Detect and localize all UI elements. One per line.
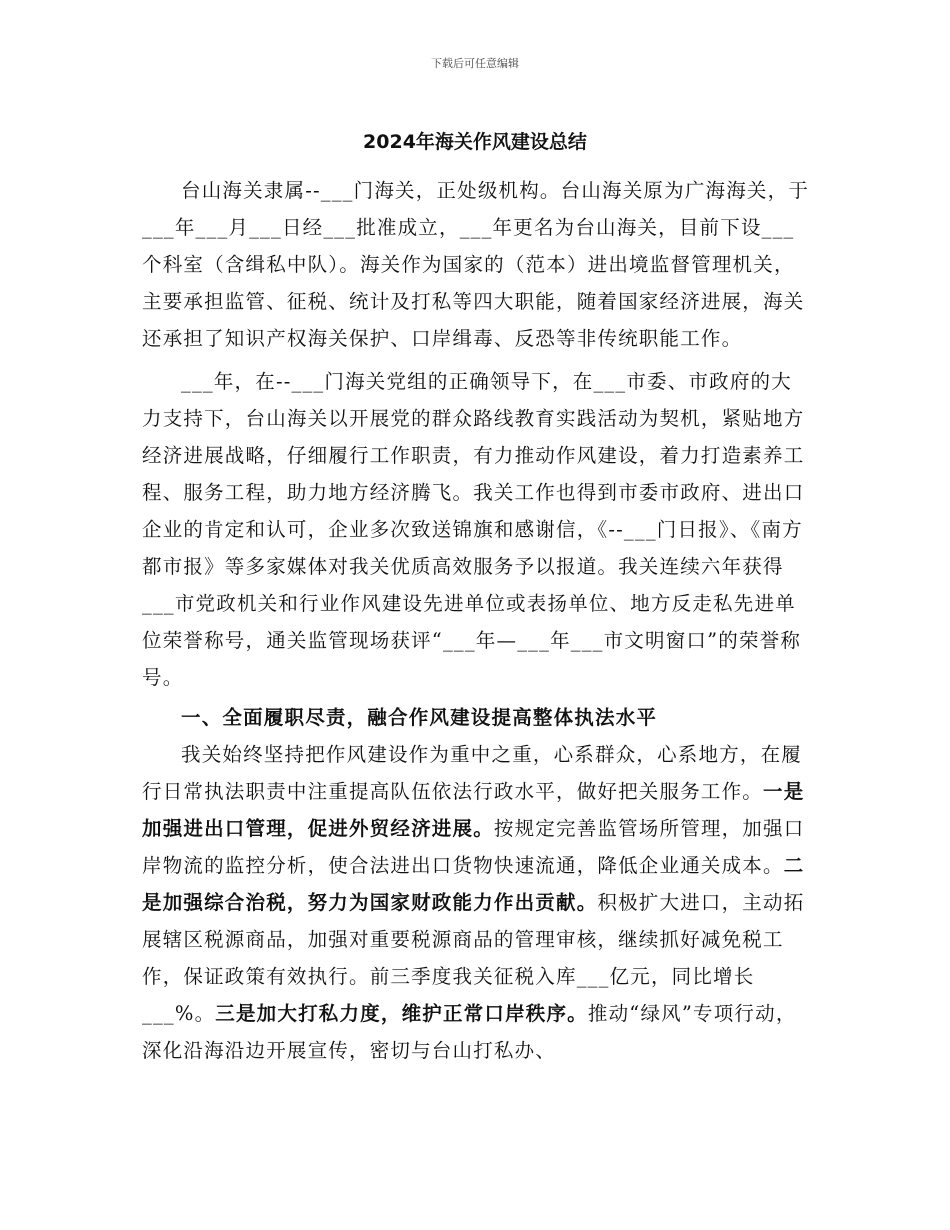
page-header-note: 下载后可任意编辑 xyxy=(431,57,519,70)
paragraph-section-body xyxy=(142,736,810,1069)
point-one-text: 按规定完善监管场所管理，加强口岸物流的监控分析，使合法进出口货物快速流通，降低企业通关成本。 xyxy=(142,817,805,877)
point-three-heading: 三是加大打私力度，维护正常口岸秩序。 xyxy=(215,1002,588,1025)
point-one-heading: 一是加强进出口管理，促进外贸经济进展。 xyxy=(142,780,805,840)
document-title: 2024年海关作风建设总结 xyxy=(363,131,587,153)
section-intro-text: 我关始终坚持把作风建设作为重中之重，心系群众，心系地方，在履行日常执法职责中注重提高队伍依法行政水平，做好把关服务工作。 xyxy=(142,743,803,803)
point-two-text: 积极扩大进口，主动拓展辖区税源商品，加强对重要税源商品的管理审核，继续抓好减免税工作，保证政策有效执行。前三季度我关征税入库___亿元，同比增长___%。 xyxy=(142,891,805,1025)
paragraph-intro: 台山海关隶属--___门海关，正处级机构。台山海关原为广海海关，于___年___月___日经___批准成立，___年更名为台山海关，目前下设___个科室（含缉私中队）。海关作为国家的（范本）进出境监督管理机关，主要承担监管、征税、统计及打私等四大职能，随着国家经济进展，海关还承担了知识产权海关保护、口岸缉毒、反恐等非传统职能工作。 xyxy=(142,179,810,350)
section-heading: 一、全面履职尽责，融合作风建设提高整体执法水平 xyxy=(181,706,658,729)
document-body xyxy=(142,172,810,1069)
paragraph-achievements: ___年，在--___门海关党组的正确领导下，在___市委、市政府的大力支持下，台山海关以开展党的群众路线教育实践活动为契机，紧贴地方经济进展战略，仔细履行工作职责，有力推动作风建设，着力打造素养工程、服务工程，助力地方经济腾飞。我关工作也得到市委市政府、进出口企业的肯定和认可，企业多次致送锦旗和感谢信，《--___门日报》、《南方都市报》等多家媒体对我关优质高效服务予以报道。我关连续六年获得___市党政机关和行业作风建设先进单位或表扬单位、地方反走私先进单位荣誉称号，通关监管现场获评“___年—___年___市文明窗口”的荣誉称号。 xyxy=(142,370,805,689)
point-three-text: 推动“绿风”专项行动，深化沿海沿边开展宣传，密切与台山打私办、 xyxy=(142,1002,797,1062)
point-two-heading: 二是加强综合治税，努力为国家财政能力作出贡献。 xyxy=(142,854,805,914)
